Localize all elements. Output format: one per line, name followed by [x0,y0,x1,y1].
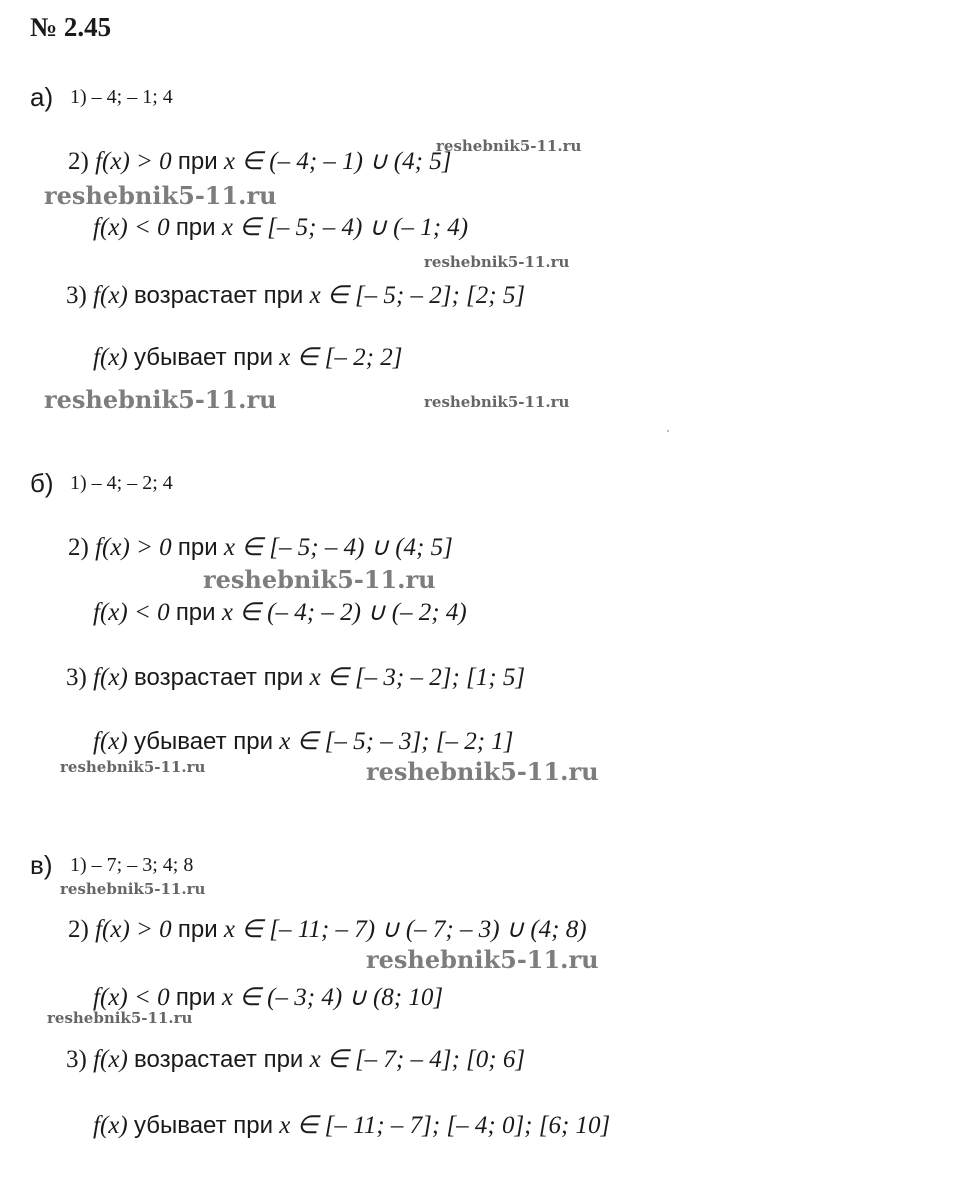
part-b-decreasing: f(x) убывает при x ∈ [– 5; – 3]; [– 2; 1] [93,728,514,755]
part-b-label: б) [30,468,54,498]
part-b-increasing: 3) f(x) возрастает при x ∈ [– 3; – 2]; [1; 5] [66,664,526,691]
part-a-roots: 1) – 4; – 1; 4 [70,86,173,108]
part-c-decreasing: f(x) убывает при x ∈ [– 11; – 7]; [– 4; 0]; [6; 10] [93,1112,611,1139]
watermark: reshebnik5-11.ru [366,945,599,974]
part-c-roots: 1) – 7; – 3; 4; 8 [70,854,194,876]
watermark: reshebnik5-11.ru [436,137,582,155]
part-a-label: а) [30,82,54,112]
part-b-roots: 1) – 4; – 2; 4 [70,472,173,494]
watermark: reshebnik5-11.ru [60,758,206,776]
part-a-increasing: 3) f(x) возрастает при x ∈ [– 5; – 2]; [2; 5] [66,282,526,309]
part-b-positive: 2) f(x) > 0 при x ∈ [– 5; – 4) ∪ (4; 5] [68,534,453,561]
watermark: reshebnik5-11.ru [424,253,570,271]
part-b-negative: f(x) < 0 при x ∈ (– 4; – 2) ∪ (– 2; 4) [93,599,467,626]
part-a-negative: f(x) < 0 при x ∈ [– 5; – 4) ∪ (– 1; 4) [93,214,469,241]
watermark: reshebnik5-11.ru [424,393,570,411]
watermark: reshebnik5-11.ru [44,385,277,414]
part-a-decreasing: f(x) убывает при x ∈ [– 2; 2] [93,344,403,371]
problem-title: № 2.45 [30,12,112,42]
watermark: reshebnik5-11.ru [366,757,599,786]
part-c-negative: f(x) < 0 при x ∈ (– 3; 4) ∪ (8; 10] [93,984,444,1011]
watermark: reshebnik5-11.ru [60,880,206,898]
part-c-label: в) [30,850,53,880]
part-c-increasing: 3) f(x) возрастает при x ∈ [– 7; – 4]; [0; 6] [66,1046,526,1073]
watermark: reshebnik5-11.ru [47,1009,193,1027]
watermark: reshebnik5-11.ru [44,181,277,210]
watermark: reshebnik5-11.ru [203,565,436,594]
part-a-positive: 2) f(x) > 0 при x ∈ (– 4; – 1) ∪ (4; 5] [68,148,452,175]
speck [667,430,669,432]
part-c-positive: 2) f(x) > 0 при x ∈ [– 11; – 7) ∪ (– 7; – 3) ∪ (4; 8) [68,916,587,943]
